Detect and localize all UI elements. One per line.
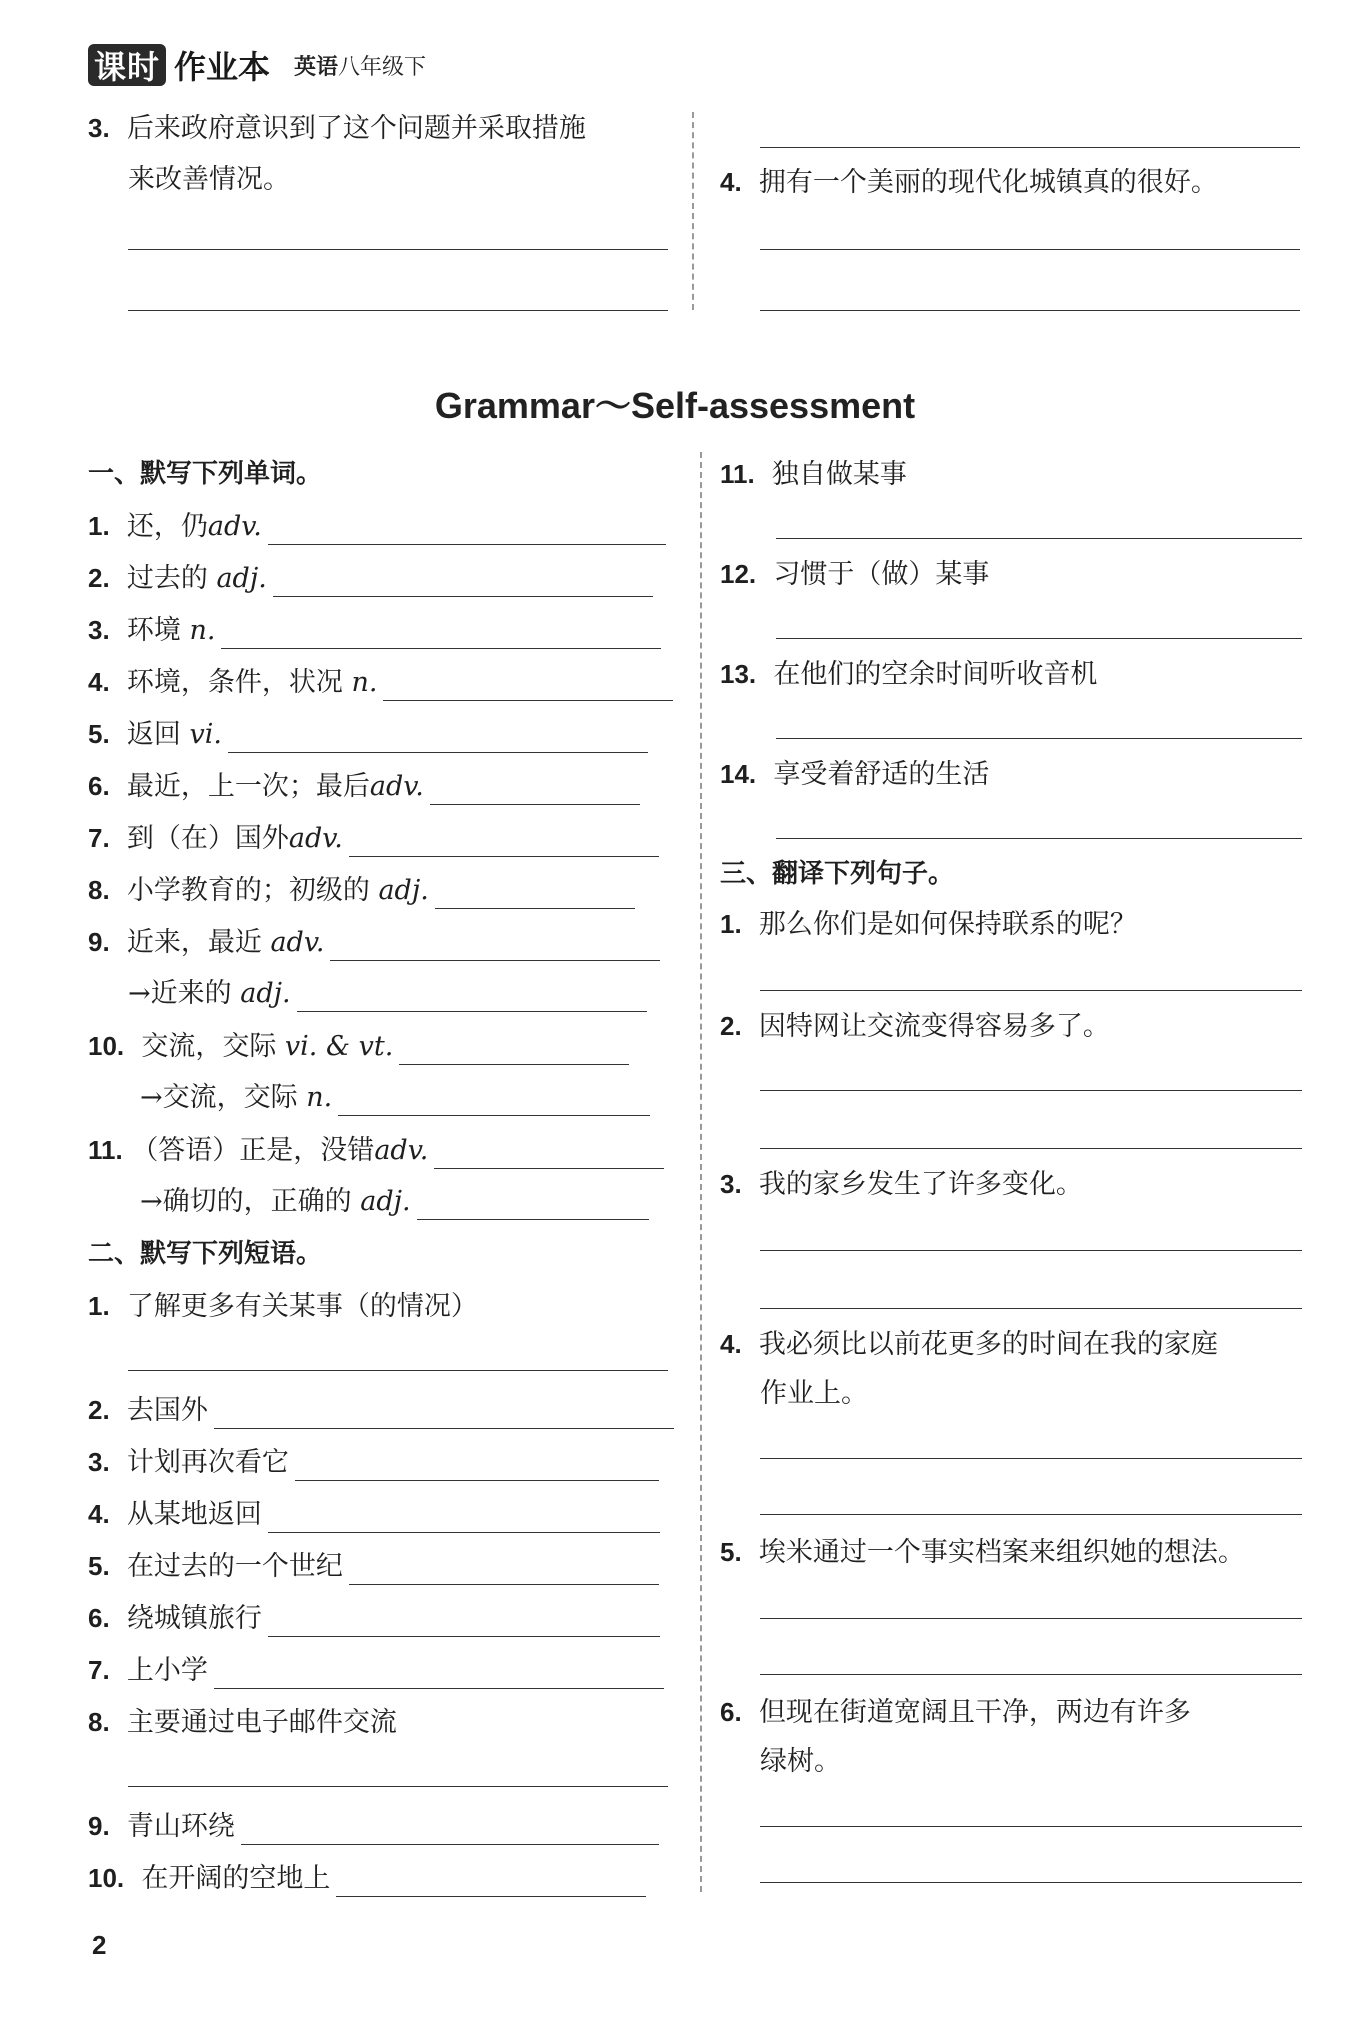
answer-blank[interactable] xyxy=(336,1866,646,1897)
answer-blank[interactable] xyxy=(349,1554,659,1585)
answer-blank[interactable] xyxy=(330,930,660,961)
phrase-item-6: 6. 绕城镇旅行 xyxy=(88,1600,660,1637)
sentence-item-3: 3. 我的家乡发生了许多变化。 xyxy=(720,1169,1083,1200)
answer-blank[interactable] xyxy=(435,878,635,909)
answer-line[interactable] xyxy=(760,1250,1302,1251)
answer-line[interactable] xyxy=(760,1674,1302,1675)
section3-heading: 三、翻译下列句子。 xyxy=(720,859,955,889)
sentence-item-5: 5. 埃米通过一个事实档案来组织她的想法。 xyxy=(720,1537,1245,1568)
answer-line[interactable] xyxy=(760,1882,1302,1883)
page-number: 2 xyxy=(92,1930,107,1960)
answer-line[interactable] xyxy=(760,1514,1302,1515)
answer-line[interactable] xyxy=(776,538,1302,539)
word-item-8: 8. 小学教育的；初级的 adj. xyxy=(88,872,635,909)
phrase-item-4: 4. 从某地返回 xyxy=(88,1496,660,1533)
answer-blank[interactable] xyxy=(268,514,666,545)
answer-line[interactable] xyxy=(760,147,1300,148)
answer-line[interactable] xyxy=(760,1826,1302,1827)
section-title: Grammar～Self-assessment xyxy=(434,385,916,426)
answer-blank[interactable] xyxy=(228,722,648,753)
answer-line[interactable] xyxy=(776,738,1302,739)
answer-blank[interactable] xyxy=(268,1502,660,1533)
answer-line[interactable] xyxy=(128,1786,668,1787)
sentence-item-4: 4. 我必须比以前花更多的时间在我的家庭 xyxy=(720,1329,1218,1360)
word-item-5: 5. 返回 vi. xyxy=(88,716,648,753)
series-logo: 课时 xyxy=(88,44,166,86)
answer-blank[interactable] xyxy=(297,981,647,1012)
phrase-item-12: 12. 习惯于（做）某事 xyxy=(720,559,990,590)
sentence-item-6: 6. 但现在街道宽阔且干净，两边有许多 xyxy=(720,1697,1191,1728)
answer-blank[interactable] xyxy=(221,618,661,649)
word-item-11b: →确切的，正确的 adj. xyxy=(140,1184,649,1220)
word-item-2: 2. 过去的 adj. xyxy=(88,560,653,597)
answer-line[interactable] xyxy=(128,1370,668,1371)
column-divider-top xyxy=(692,112,694,310)
phrase-item-9: 9. 青山环绕 xyxy=(88,1808,659,1845)
column-divider-main xyxy=(700,452,702,1892)
sentence-item-1: 1. 那么你们是如何保持联系的呢？ xyxy=(720,909,1137,940)
top-item-3-line2: 来改善情况。 xyxy=(128,164,290,195)
word-item-1: 1. 还，仍adv. xyxy=(88,508,666,545)
phrase-item-11: 11. 独自做某事 xyxy=(720,459,907,490)
answer-line[interactable] xyxy=(760,1458,1302,1459)
answer-line[interactable] xyxy=(760,990,1302,991)
word-item-10: 10. 交流，交际 vi. & vt. xyxy=(88,1028,629,1065)
answer-line[interactable] xyxy=(776,838,1302,839)
word-item-9b: →近来的 adj. xyxy=(128,976,647,1012)
answer-blank[interactable] xyxy=(430,774,640,805)
word-item-7: 7. 到（在）国外adv. xyxy=(88,820,659,857)
answer-line[interactable] xyxy=(776,638,1302,639)
page-header xyxy=(88,40,426,90)
answer-line[interactable] xyxy=(760,249,1300,250)
word-item-11: 11. （答语）正是，没错adv. xyxy=(88,1132,664,1169)
word-item-6: 6. 最近，上一次；最后adv. xyxy=(88,768,640,805)
top-item-3: 3. 后来政府意识到了这个问题并采取措施 xyxy=(88,113,586,144)
phrase-item-1: 1. 了解更多有关某事（的情况） xyxy=(88,1291,478,1322)
answer-blank[interactable] xyxy=(214,1658,664,1689)
phrase-item-10: 10. 在开阔的空地上 xyxy=(88,1860,646,1897)
answer-line[interactable] xyxy=(760,1090,1302,1091)
phrase-item-13: 13. 在他们的空余时间听收音机 xyxy=(720,659,1098,690)
phrase-item-14: 14. 享受着舒适的生活 xyxy=(720,759,990,790)
phrase-item-2: 2. 去国外 xyxy=(88,1392,674,1429)
answer-blank[interactable] xyxy=(295,1450,659,1481)
answer-line[interactable] xyxy=(760,1618,1302,1619)
section1-heading: 一、默写下列单词。 xyxy=(88,459,323,489)
phrase-item-8: 8. 主要通过电子邮件交流 xyxy=(88,1707,397,1738)
phrase-item-7: 7. 上小学 xyxy=(88,1652,664,1689)
answer-line[interactable] xyxy=(760,1148,1302,1149)
top-item-4: 4. 拥有一个美丽的现代化城镇真的很好。 xyxy=(720,167,1218,198)
answer-blank[interactable] xyxy=(383,670,673,701)
answer-blank[interactable] xyxy=(273,566,653,597)
word-item-10b: →交流，交际 n. xyxy=(140,1080,650,1116)
word-item-4: 4. 环境，条件，状况 n. xyxy=(88,664,673,701)
answer-blank[interactable] xyxy=(399,1034,629,1065)
answer-blank[interactable] xyxy=(214,1398,674,1429)
answer-blank[interactable] xyxy=(434,1138,664,1169)
subject-label: 英语八年级下 xyxy=(294,54,427,80)
answer-blank[interactable] xyxy=(417,1189,649,1220)
answer-line[interactable] xyxy=(128,249,668,250)
word-item-9: 9. 近来，最近 adv. xyxy=(88,924,660,961)
word-item-3: 3. 环境 n. xyxy=(88,612,661,649)
phrase-item-3: 3. 计划再次看它 xyxy=(88,1444,659,1481)
answer-blank[interactable] xyxy=(268,1606,660,1637)
answer-line[interactable] xyxy=(128,310,668,311)
answer-blank[interactable] xyxy=(241,1814,659,1845)
answer-blank[interactable] xyxy=(338,1085,650,1116)
answer-line[interactable] xyxy=(760,1308,1302,1309)
sentence-item-2: 2. 因特网让交流变得容易多了。 xyxy=(720,1011,1110,1042)
series-name: 作业本 xyxy=(174,48,271,86)
answer-blank[interactable] xyxy=(349,826,659,857)
phrase-item-5: 5. 在过去的一个世纪 xyxy=(88,1548,659,1585)
section2-heading: 二、默写下列短语。 xyxy=(88,1239,323,1269)
answer-line[interactable] xyxy=(760,310,1300,311)
sentence-item-4-line2: 作业上。 xyxy=(760,1378,868,1409)
sentence-item-6-line2: 绿树。 xyxy=(760,1746,841,1777)
